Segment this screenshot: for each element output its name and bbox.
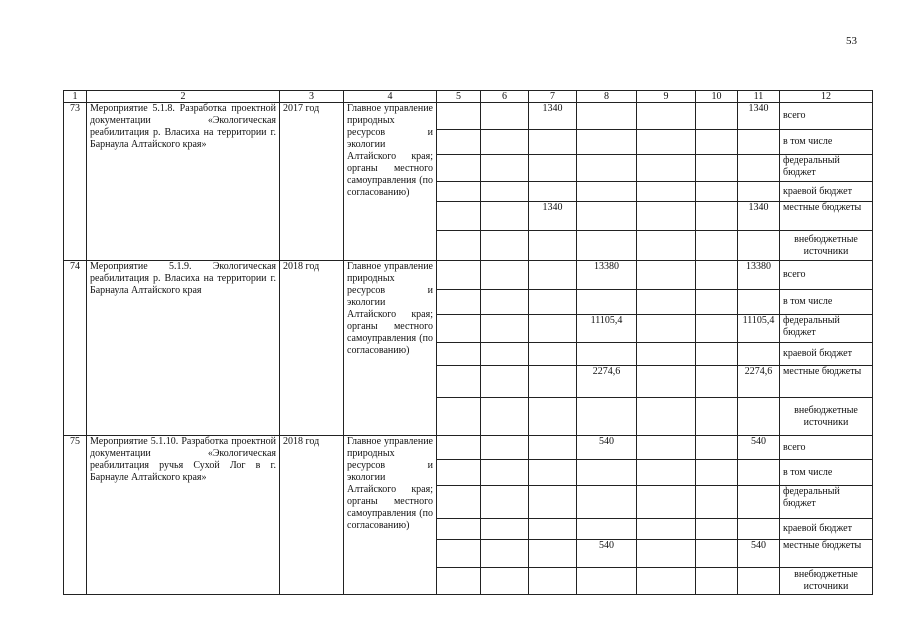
amount-cell-col9 — [637, 436, 696, 460]
entry-number-cell: 73 — [64, 103, 87, 261]
amount-cell-col5 — [437, 130, 481, 155]
amount-cell-col6 — [481, 519, 529, 540]
column-numbers-row — [64, 91, 873, 103]
amount-cell-col5 — [437, 155, 481, 182]
funding-source-cell: в том числе — [780, 130, 873, 155]
amount-cell-col8: 11105,4 — [577, 315, 637, 343]
amount-cell-col6 — [481, 343, 529, 366]
table-row — [64, 436, 873, 460]
amount-cell-col9 — [637, 231, 696, 261]
amount-cell-col11: 540 — [738, 540, 780, 568]
amount-cell-col7 — [529, 398, 577, 436]
amount-cell-col6 — [481, 460, 529, 486]
funding-source-cell: федеральный бюджет — [780, 486, 873, 519]
amount-cell-col5 — [437, 343, 481, 366]
amount-cell-col8 — [577, 398, 637, 436]
amount-cell-col6 — [481, 202, 529, 231]
funding-source-cell: всего — [780, 261, 873, 290]
column-header: 8 — [577, 91, 637, 103]
column-header: 12 — [780, 91, 873, 103]
amount-cell-col11: 1340 — [738, 202, 780, 231]
amount-cell-col8 — [577, 182, 637, 202]
amount-cell-col7 — [529, 130, 577, 155]
amount-cell-col6 — [481, 130, 529, 155]
amount-cell-col5 — [437, 202, 481, 231]
amount-cell-col11: 1340 — [738, 103, 780, 130]
amount-cell-col8: 540 — [577, 436, 637, 460]
column-header: 2 — [87, 91, 280, 103]
column-header: 4 — [344, 91, 437, 103]
amount-cell-col6 — [481, 231, 529, 261]
amount-cell-col9 — [637, 130, 696, 155]
funding-source-cell: внебюджетные источники — [780, 398, 873, 436]
amount-cell-col10 — [696, 366, 738, 398]
funding-source-cell: в том числе — [780, 460, 873, 486]
amount-cell-col9 — [637, 182, 696, 202]
amount-cell-col8: 540 — [577, 540, 637, 568]
amount-cell-col7 — [529, 486, 577, 519]
amount-cell-col11 — [738, 343, 780, 366]
amount-cell-col11 — [738, 519, 780, 540]
amount-cell-col5 — [437, 366, 481, 398]
funding-source-cell: всего — [780, 103, 873, 130]
column-header: 7 — [529, 91, 577, 103]
funding-source-cell: краевой бюджет — [780, 519, 873, 540]
amount-cell-col6 — [481, 315, 529, 343]
amount-cell-col8 — [577, 519, 637, 540]
amount-cell-col10 — [696, 130, 738, 155]
amount-cell-col10 — [696, 436, 738, 460]
amount-cell-col11: 11105,4 — [738, 315, 780, 343]
amount-cell-col9 — [637, 343, 696, 366]
amount-cell-col9 — [637, 103, 696, 130]
amount-cell-col5 — [437, 231, 481, 261]
amount-cell-col6 — [481, 366, 529, 398]
amount-cell-col7 — [529, 290, 577, 315]
amount-cell-col7 — [529, 568, 577, 595]
measure-title-cell: Мероприятие 5.1.10. Разработка проектной документации «Экологическая реабилитация ручья Сухой Лог в г. Барнауле Алтайского края» — [87, 436, 280, 595]
funding-source-cell: федеральный бюджет — [780, 315, 873, 343]
amount-cell-col11 — [738, 231, 780, 261]
amount-cell-col11 — [738, 568, 780, 595]
amount-cell-col10 — [696, 202, 738, 231]
amount-cell-col7 — [529, 231, 577, 261]
amount-cell-col11 — [738, 460, 780, 486]
amount-cell-col5 — [437, 460, 481, 486]
amount-cell-col9 — [637, 398, 696, 436]
funding-source-cell: федеральный бюджет — [780, 155, 873, 182]
amount-cell-col7 — [529, 366, 577, 398]
measure-title-cell: Мероприятие 5.1.9. Экологическая реабилитация р. Власиха на территории г. Барнаула Алтайского края — [87, 261, 280, 436]
amount-cell-col7 — [529, 519, 577, 540]
funding-source-cell: местные бюджеты — [780, 540, 873, 568]
amount-cell-col7 — [529, 315, 577, 343]
amount-cell-col8 — [577, 130, 637, 155]
funding-source-cell: краевой бюджет — [780, 182, 873, 202]
amount-cell-col7 — [529, 261, 577, 290]
amount-cell-col10 — [696, 155, 738, 182]
funding-source-cell: в том числе — [780, 290, 873, 315]
amount-cell-col5 — [437, 290, 481, 315]
amount-cell-col6 — [481, 436, 529, 460]
amount-cell-col7 — [529, 343, 577, 366]
column-header: 1 — [64, 91, 87, 103]
column-header: 9 — [637, 91, 696, 103]
amount-cell-col5 — [437, 182, 481, 202]
amount-cell-col11 — [738, 182, 780, 202]
amount-cell-col8 — [577, 460, 637, 486]
amount-cell-col5 — [437, 103, 481, 130]
amount-cell-col6 — [481, 568, 529, 595]
year-cell: 2017 год — [280, 103, 344, 261]
column-header: 10 — [696, 91, 738, 103]
table-row — [64, 261, 873, 290]
executor-cell: Главное управление природных ресурсов и экологии Алтайского края; органы местного самоуправления (по согласованию) — [344, 103, 437, 261]
amount-cell-col9 — [637, 261, 696, 290]
funding-source-cell: краевой бюджет — [780, 343, 873, 366]
funding-source-cell: внебюджетные источники — [780, 568, 873, 595]
amount-cell-col8 — [577, 103, 637, 130]
amount-cell-col9 — [637, 460, 696, 486]
amount-cell-col11 — [738, 130, 780, 155]
column-header: 3 — [280, 91, 344, 103]
amount-cell-col7 — [529, 436, 577, 460]
amount-cell-col10 — [696, 519, 738, 540]
year-cell: 2018 год — [280, 436, 344, 595]
funding-source-cell: внебюджетные источники — [780, 231, 873, 261]
amount-cell-col5 — [437, 398, 481, 436]
amount-cell-col7: 1340 — [529, 202, 577, 231]
amount-cell-col10 — [696, 398, 738, 436]
amount-cell-col11: 13380 — [738, 261, 780, 290]
amount-cell-col10 — [696, 290, 738, 315]
funding-source-cell: местные бюджеты — [780, 202, 873, 231]
amount-cell-col11 — [738, 290, 780, 315]
entry-number-cell: 74 — [64, 261, 87, 436]
executor-cell: Главное управление природных ресурсов и экологии Алтайского края; органы местного самоуправления (по согласованию) — [344, 436, 437, 595]
amount-cell-col11 — [738, 486, 780, 519]
amount-cell-col8 — [577, 486, 637, 519]
amount-cell-col9 — [637, 568, 696, 595]
amount-cell-col7: 1340 — [529, 103, 577, 130]
amount-cell-col8 — [577, 290, 637, 315]
page-number: 53 — [846, 35, 857, 47]
amount-cell-col6 — [481, 398, 529, 436]
amount-cell-col5 — [437, 568, 481, 595]
amount-cell-col9 — [637, 155, 696, 182]
amount-cell-col9 — [637, 202, 696, 231]
amount-cell-col8: 2274,6 — [577, 366, 637, 398]
year-cell: 2018 год — [280, 261, 344, 436]
amount-cell-col9 — [637, 315, 696, 343]
amount-cell-col6 — [481, 486, 529, 519]
table-row — [64, 103, 873, 130]
amount-cell-col7 — [529, 182, 577, 202]
funding-source-cell: местные бюджеты — [780, 366, 873, 398]
amount-cell-col10 — [696, 231, 738, 261]
amount-cell-col10 — [696, 315, 738, 343]
table-body — [64, 91, 873, 595]
amount-cell-col11: 540 — [738, 436, 780, 460]
amount-cell-col5 — [437, 486, 481, 519]
funding-source-cell: всего — [780, 436, 873, 460]
amount-cell-col8 — [577, 202, 637, 231]
amount-cell-col11 — [738, 398, 780, 436]
amount-cell-col11: 2274,6 — [738, 366, 780, 398]
amount-cell-col5 — [437, 519, 481, 540]
column-header: 6 — [481, 91, 529, 103]
amount-cell-col5 — [437, 436, 481, 460]
amount-cell-col8 — [577, 155, 637, 182]
amount-cell-col8 — [577, 343, 637, 366]
column-header: 5 — [437, 91, 481, 103]
amount-cell-col6 — [481, 290, 529, 315]
amount-cell-col7 — [529, 540, 577, 568]
amount-cell-col10 — [696, 343, 738, 366]
executor-cell: Главное управление природных ресурсов и экологии Алтайского края; органы местного самоуправления (по согласованию) — [344, 261, 437, 436]
program-measures-table — [63, 90, 873, 595]
amount-cell-col10 — [696, 261, 738, 290]
amount-cell-col10 — [696, 460, 738, 486]
amount-cell-col10 — [696, 540, 738, 568]
amount-cell-col9 — [637, 290, 696, 315]
amount-cell-col5 — [437, 261, 481, 290]
amount-cell-col9 — [637, 519, 696, 540]
amount-cell-col10 — [696, 182, 738, 202]
amount-cell-col11 — [738, 155, 780, 182]
amount-cell-col7 — [529, 460, 577, 486]
amount-cell-col10 — [696, 486, 738, 519]
amount-cell-col6 — [481, 103, 529, 130]
amount-cell-col9 — [637, 366, 696, 398]
amount-cell-col8: 13380 — [577, 261, 637, 290]
column-header: 11 — [738, 91, 780, 103]
amount-cell-col6 — [481, 182, 529, 202]
amount-cell-col6 — [481, 540, 529, 568]
amount-cell-col5 — [437, 540, 481, 568]
amount-cell-col6 — [481, 261, 529, 290]
measure-title-cell: Мероприятие 5.1.8. Разработка проектной документации «Экологическая реабилитация р. Власиха на территории г. Барнаула Алтайского края» — [87, 103, 280, 261]
amount-cell-col9 — [637, 486, 696, 519]
amount-cell-col10 — [696, 103, 738, 130]
amount-cell-col5 — [437, 315, 481, 343]
amount-cell-col10 — [696, 568, 738, 595]
amount-cell-col9 — [637, 540, 696, 568]
amount-cell-col8 — [577, 568, 637, 595]
amount-cell-col6 — [481, 155, 529, 182]
amount-cell-col8 — [577, 231, 637, 261]
entry-number-cell: 75 — [64, 436, 87, 595]
amount-cell-col7 — [529, 155, 577, 182]
